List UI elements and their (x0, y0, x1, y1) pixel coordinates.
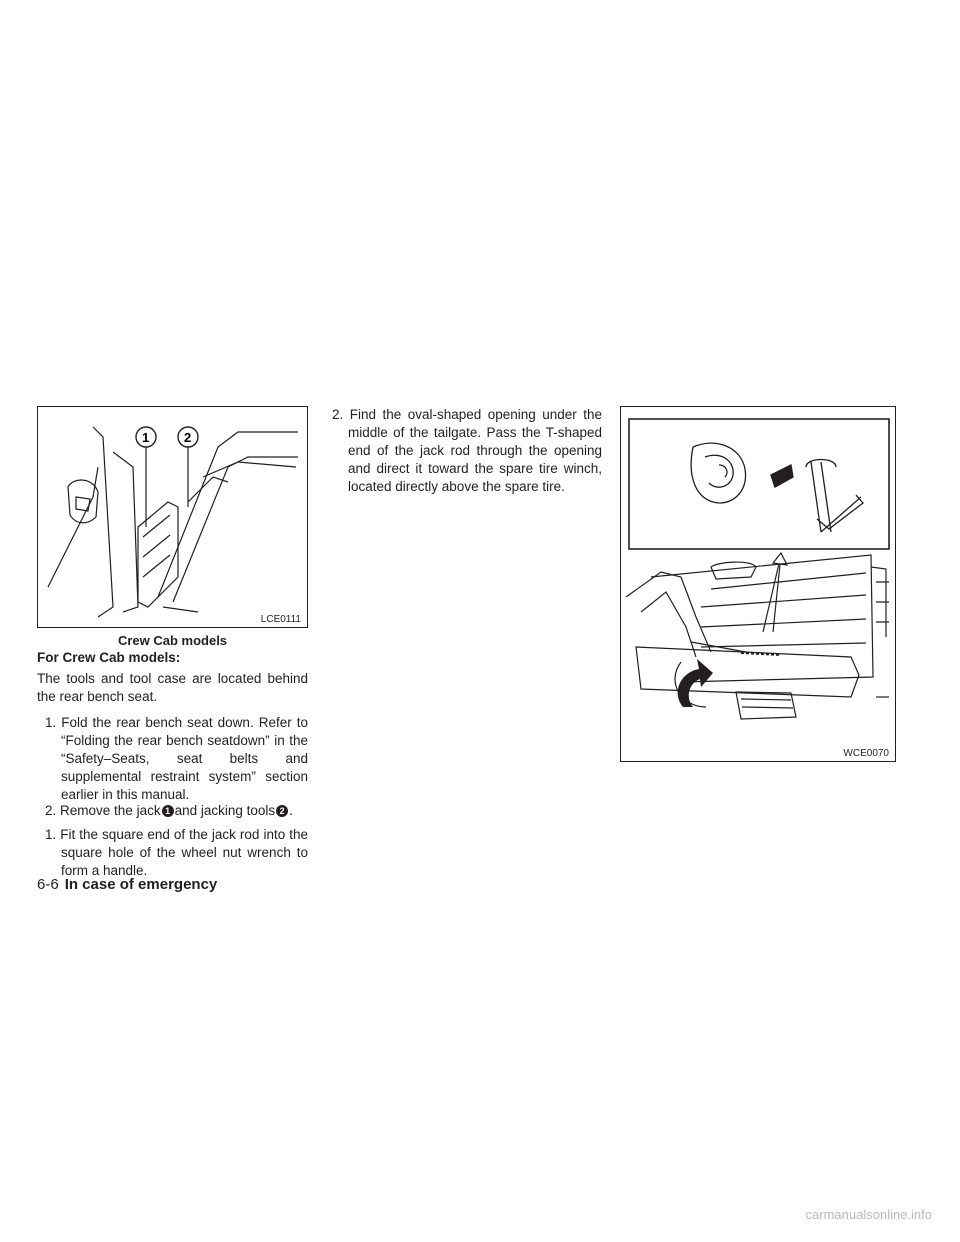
figure-jack-location (37, 406, 308, 628)
callout-2: 2 (184, 430, 192, 445)
step-number: 1. (45, 715, 57, 730)
page-footer (37, 876, 217, 893)
figure-code: WCE0070 (843, 748, 889, 759)
section-title: In case of emergency (64, 876, 218, 893)
tailgate-winch-illustration (621, 407, 897, 763)
callout-1: 1 (142, 430, 150, 445)
callout-2-badge: 2 (276, 805, 288, 817)
figure-tailgate-winch (620, 406, 896, 762)
intro-paragraph: The tools and tool case are located behind the rear bench seat. (37, 671, 308, 704)
step-text: Fold the rear bench seat down. Refer to “Folding the rear bench seatdown” in the “Safety–Seats, seat belts and supplemental restraint system” section earlier in this manual. (61, 715, 308, 802)
step-text: Remove the jack (60, 803, 161, 818)
step-find-opening (324, 406, 602, 496)
step-fit-rod (37, 826, 308, 880)
figure-code: LCE0111 (260, 614, 301, 625)
step-fold-seat (37, 714, 308, 804)
step-number: 2. (332, 407, 344, 422)
figure-caption: Crew Cab models (117, 633, 228, 648)
page-number: 6-6 (37, 876, 59, 893)
step-text: Fit the square end of the jack rod into the square hole of the wheel nut wrench to form a handle. (60, 827, 308, 878)
step-number: 2. (45, 803, 57, 818)
step-text-end: . (289, 803, 293, 818)
step-text-mid: and jacking tools (174, 803, 276, 818)
section-heading: For Crew Cab models: (37, 650, 181, 665)
callout-1-badge: 1 (162, 805, 174, 817)
jack-location-illustration (38, 407, 309, 629)
step-remove-jack (37, 802, 308, 820)
step-text: Find the oval-shaped opening under the middle of the tailgate. Pass the T-shaped end of the jack rod through the opening and direct it toward the spare tire winch, located directly above the spare tire. (348, 407, 602, 494)
step-number: 1. (45, 827, 57, 842)
watermark: carmanualsonline.info (805, 1207, 932, 1222)
